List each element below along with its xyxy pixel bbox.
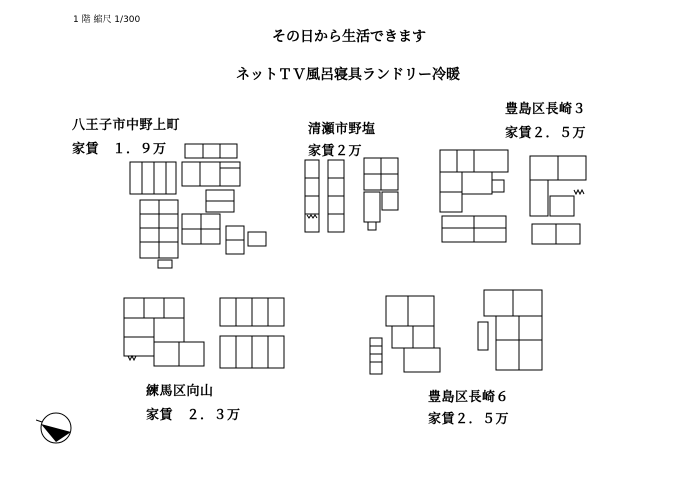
property-rent-kiyose: 家賃２万	[308, 144, 363, 159]
property-rent-nerima: 家賃 ２．３万	[146, 408, 241, 423]
floor-plan-nerima	[124, 298, 284, 368]
property-rent-hachioji: 家賃 １．９万	[72, 142, 167, 157]
property-rent-nagasaki6: 家賃２．５万	[428, 412, 510, 427]
scale-note: 1 階 縮尺 1/300	[73, 15, 141, 25]
property-name-nagasaki6: 豊島区長崎６	[428, 390, 510, 405]
property-name-nerima: 練馬区向山	[146, 384, 214, 399]
north-compass-icon	[36, 408, 76, 448]
floor-plan-nagasaki3	[440, 150, 586, 244]
property-rent-nagasaki3: 家賃２．５万	[505, 126, 587, 141]
amenities-line: ネットＴＶ風呂寝具ランドリー冷暖	[236, 67, 460, 83]
property-name-nagasaki3: 豊島区長崎３	[505, 102, 587, 117]
floor-plan-kiyose	[305, 158, 398, 232]
property-name-hachioji: 八王子市中野上町	[72, 118, 181, 133]
property-name-kiyose: 清瀬市野塩	[308, 122, 376, 137]
floor-plan-hachioji	[130, 144, 266, 268]
floor-plan-nagasaki6	[370, 290, 542, 374]
headline: その日から生活できます	[272, 29, 426, 45]
